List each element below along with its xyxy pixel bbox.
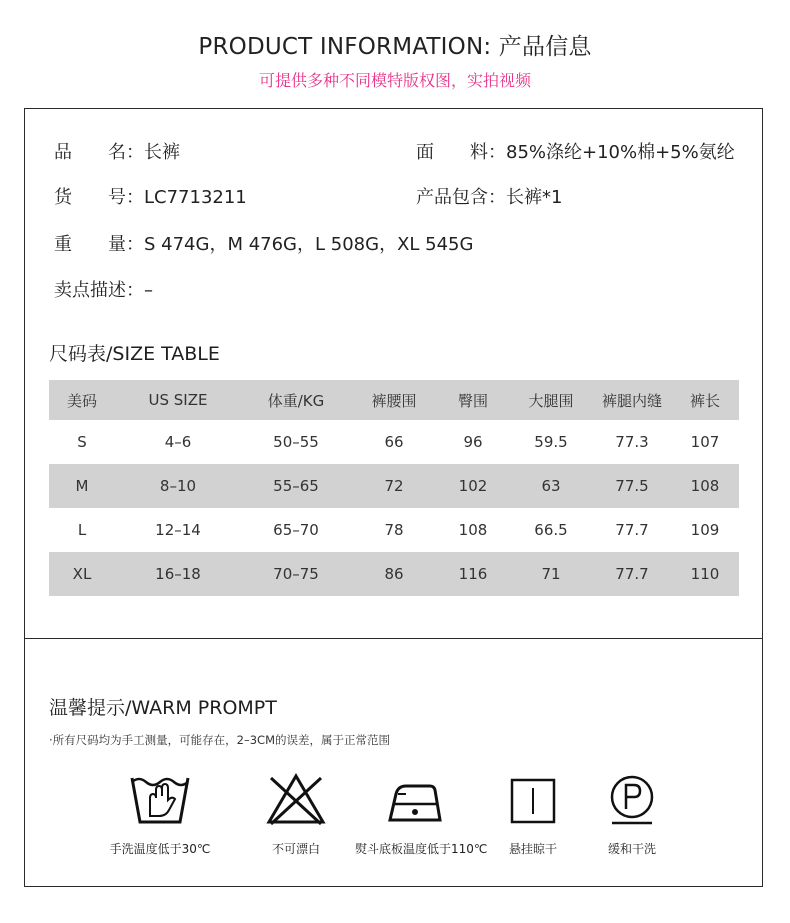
size-table (49, 380, 739, 596)
package-label: 产品包含： (416, 187, 506, 208)
item-no-label: 货 号： (54, 187, 144, 208)
table-cell: 65–70 (273, 521, 319, 539)
selling-point-label: 卖点描述： (54, 280, 144, 301)
table-cell: 109 (690, 521, 720, 539)
care-label: 熨斗底板温度低于110℃ (355, 842, 488, 856)
no-bleach-icon (265, 772, 327, 826)
iron-icon (384, 772, 446, 826)
table-cell: 59.5 (534, 433, 568, 451)
table-cell: 66.5 (534, 521, 568, 539)
header-cell: 裤腿内缝 (593, 380, 671, 420)
table-cell: 108 (458, 521, 488, 539)
table-cell: 66 (384, 433, 404, 451)
table-cell: 108 (671, 464, 739, 508)
table-row (49, 464, 739, 508)
header-cell: US SIZE (115, 380, 241, 420)
hang-dry-icon (502, 772, 564, 826)
page-title: PRODUCT INFORMATION: 产品信息 (198, 34, 592, 60)
table-cell: 55–65 (241, 464, 351, 508)
weight-value: S 474G，M 476G，L 508G，XL 545G (144, 234, 474, 255)
product-name-value: 长裤 (144, 142, 180, 163)
hand-wash-icon (129, 772, 191, 826)
table-cell: 12–14 (155, 521, 201, 539)
table-cell: 16–18 (115, 552, 241, 596)
care-label: 手洗温度低于30℃ (109, 842, 211, 856)
table-cell: 96 (463, 433, 483, 451)
care-label: 不可漂白 (271, 842, 320, 856)
weight-label: 重 量： (54, 234, 144, 255)
package-row (416, 183, 562, 209)
table-cell: 77.7 (615, 521, 649, 539)
table-cell: 8–10 (115, 464, 241, 508)
table-cell: 70–75 (241, 552, 351, 596)
header-cell: 美码 (49, 380, 115, 420)
table-row (49, 552, 739, 596)
package-value: 长裤*1 (506, 187, 563, 208)
table-cell: 107 (690, 433, 720, 451)
weight-row (54, 230, 473, 256)
table-cell: 116 (437, 552, 509, 596)
table-cell: 50–55 (273, 433, 319, 451)
header-cell: 体重/KG (241, 380, 351, 420)
dry-clean-icon (601, 772, 663, 826)
size-table-header-row (49, 380, 739, 420)
care-label: 缓和干洗 (607, 842, 656, 856)
table-cell: 77.3 (615, 433, 649, 451)
care-item-dry-clean (572, 772, 692, 857)
care-label: 悬挂晾干 (508, 842, 557, 856)
header-cell: 裤腰围 (351, 380, 437, 420)
table-cell: L (77, 521, 87, 539)
fabric-row (416, 138, 735, 164)
header-cell: 大腿围 (509, 380, 593, 420)
table-cell: S (77, 433, 87, 451)
header-cell: 裤长 (671, 380, 739, 420)
item-no-row (54, 183, 247, 209)
fabric-value: 85%涤纶+10%棉+5%氨纶 (506, 142, 735, 163)
table-cell: M (49, 464, 115, 508)
table-cell: 77.5 (593, 464, 671, 508)
table-cell: 110 (671, 552, 739, 596)
page-subtitle: 可提供多种不同模特版权图，实拍视频 (258, 71, 531, 90)
table-cell: 71 (509, 552, 593, 596)
warm-prompt-title: 温馨提示/WARM PROMPT (49, 697, 277, 719)
product-name-row (54, 138, 180, 164)
care-item-hand-wash (100, 772, 220, 857)
table-row (49, 420, 739, 464)
product-name-label: 品 名： (54, 142, 144, 163)
table-cell: 4–6 (164, 433, 192, 451)
measurement-note: ·所有尺码均为手工测量，可能存在，2–3CM的误差，属于正常范围 (49, 733, 390, 747)
table-cell: XL (49, 552, 115, 596)
item-no-value: LC7713211 (144, 187, 247, 208)
table-cell: 72 (351, 464, 437, 508)
table-cell: 78 (384, 521, 404, 539)
table-cell: 63 (509, 464, 593, 508)
size-table-title: 尺码表/SIZE TABLE (49, 343, 220, 365)
selling-point-row (54, 276, 153, 302)
table-cell: 102 (437, 464, 509, 508)
table-row (49, 508, 739, 552)
table-cell: 86 (351, 552, 437, 596)
care-item-no-bleach (236, 772, 356, 857)
fabric-label: 面 料： (416, 142, 506, 163)
care-item-iron (355, 772, 488, 857)
selling-point-value: – (144, 280, 153, 301)
section-divider (24, 638, 763, 639)
table-cell: 77.7 (593, 552, 671, 596)
header-cell: 臀围 (437, 380, 509, 420)
